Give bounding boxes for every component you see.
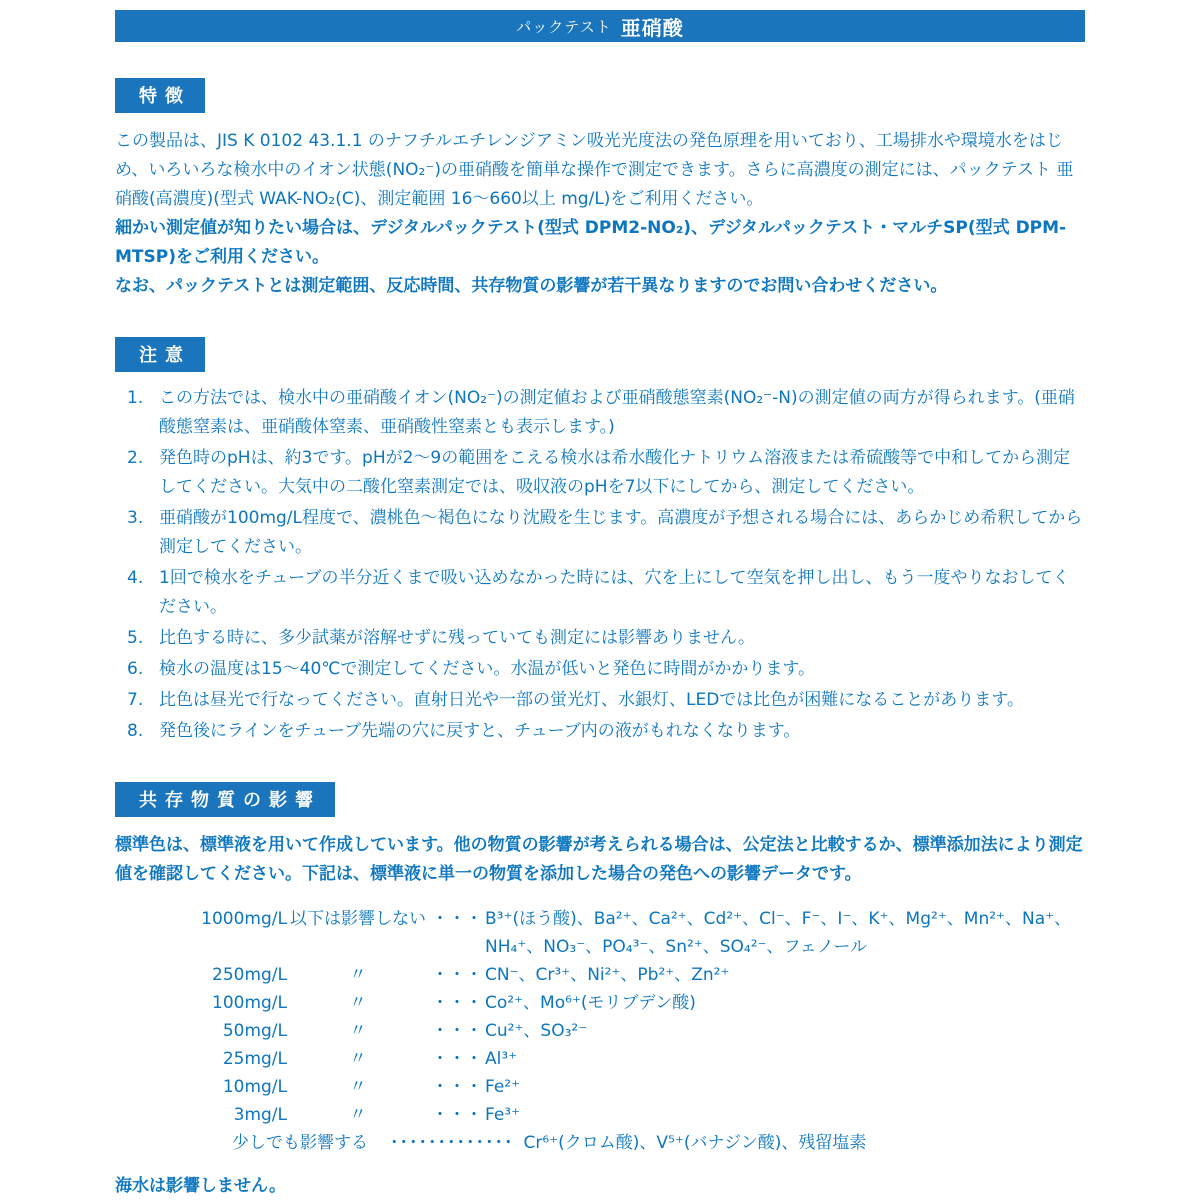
substances-cell: Cu²⁺、SO₃²⁻ (485, 1021, 588, 1041)
caution-item (115, 564, 1085, 622)
section-heading-coexisting: 共存物質の影響 (115, 782, 335, 817)
coexist-intro: 標準色は、標準液を用いて作成しています。他の物質の影響が考えられる場合は、公定法と比較するか、標準添加法により測定値を確認してください。下記は、標準液に単一の物質を添加した場合の発色への影響データです。 (115, 835, 1083, 884)
substances-cell: Fe²⁺ (485, 1077, 521, 1097)
page-title-prefix: パックテスト (516, 17, 612, 36)
caution-text: 亜硝酸が100mg/L程度で、濃桃色〜褐色になり沈殿を生じます。高濃度が予想される場合には、あらかじめ希釈してから測定してください。 (159, 508, 1083, 557)
level-cell: 少しでも影響する (232, 1133, 368, 1153)
ditto-mark: 〃 (349, 1021, 367, 1041)
section-coexisting-substances (115, 746, 1085, 1196)
substances-cell: Cr⁶⁺(クロム酸)、V⁵⁺(バナジン酸)、残留塩素 (523, 1133, 867, 1153)
table-row (115, 1045, 1085, 1073)
substances-cell: B³⁺(ほう酸)、Ba²⁺、Ca²⁺、Cd²⁺、Cl⁻、F⁻、I⁻、K⁺、Mg²⁺、Mn²⁺、Na⁺、NH₄⁺、NO₃⁻、PO₄³⁻、Sn²⁺、SO₄²⁻、フェノール (485, 909, 1072, 957)
dots-leader: ・・・ (431, 909, 483, 929)
dots-leader: ・・・ (431, 1049, 483, 1069)
caution-number: 1. (127, 388, 144, 408)
caution-text: 比色は昼光で行なってください。直射日光や一部の蛍光灯、水銀灯、LEDでは比色が困難になることがあります。 (159, 690, 1024, 710)
features-paragraph-3: なお、パックテストとは測定範囲、反応時間、共存物質の影響が若干異なりますのでお問い合わせください。 (115, 276, 948, 296)
section-cautions (115, 301, 1085, 746)
features-paragraph-2: 細かい測定値が知りたい場合は、デジタルパックテスト(型式 DPM2-NO₂)、デジタルパックテスト・マルチSP(型式 DPM-MTSP)をご利用ください。 (115, 218, 1067, 267)
caution-number: 2. (127, 448, 144, 468)
qualifier-cell: 以下は影響しない (290, 909, 426, 929)
table-row (115, 1073, 1085, 1101)
substances-cell: Fe³⁺ (485, 1105, 521, 1125)
caution-item (115, 444, 1085, 502)
caution-number: 4. (127, 568, 144, 588)
caution-number: 6. (127, 659, 144, 679)
ditto-mark: 〃 (349, 965, 367, 985)
caution-number: 8. (127, 721, 144, 741)
section-features (115, 42, 1085, 301)
substances-cell: Al³⁺ (485, 1049, 518, 1069)
caution-number: 7. (127, 690, 144, 710)
level-cell: 10mg/L (222, 1077, 287, 1097)
dots-leader: ・・・ (431, 1021, 483, 1041)
ditto-mark: 〃 (349, 993, 367, 1013)
caution-number: 3. (127, 508, 144, 528)
caution-text: 比色する時に、多少試薬が溶解せずに残っていても測定には影響ありません。 (159, 628, 756, 648)
caution-text: 発色後にラインをチューブ先端の穴に戻すと、チューブ内の液がもれなくなります。 (159, 721, 801, 741)
caution-text: 1回で検水をチューブの半分近くまで吸い込めなかった時には、穴を上にして空気を押し出し、もう一度やりなおしてください。 (159, 568, 1070, 617)
caution-text: この方法では、検水中の亜硝酸イオン(NO₂⁻)の測定値および亜硝酸態窒素(NO₂⁻-N)の測定値の両方が得られます。(亜硝酸態窒素は、亜硝酸体窒素、亜硝酸性窒素とも表示します。) (159, 388, 1075, 437)
dots-leader: ・・・ (431, 1105, 483, 1125)
caution-number: 5. (127, 628, 144, 648)
level-cell: 1000mg/L (201, 909, 287, 929)
features-text-block (115, 127, 1085, 301)
dots-leader: ･････････････ (390, 1133, 514, 1153)
dots-leader: ・・・ (431, 993, 483, 1013)
caution-item (115, 504, 1085, 562)
features-paragraph-1: この製品は、JIS K 0102 43.1.1 のナフチルエチレンジアミン吸光光度法の発色原理を用いており、工場排水や環境水をはじめ、いろいろな検水中のイオン状態(NO₂⁻)の亜硝酸を簡単な操作で測定できます。さらに高濃度の測定には、パックテスト 亜硝酸(高濃度)(型式 WAK-NO₂(C)、測定範囲 16〜660以上 mg/L)をご利用ください。 (115, 131, 1074, 209)
level-cell: 250mg/L (212, 965, 287, 985)
table-row (115, 1101, 1085, 1129)
coexist-table (115, 905, 1085, 1157)
level-cell: 100mg/L (212, 993, 287, 1013)
level-cell: 50mg/L (222, 1021, 287, 1041)
section-heading-features: 特徴 (115, 78, 205, 113)
level-cell: 25mg/L (222, 1049, 287, 1069)
dots-leader: ・・・ (431, 965, 483, 985)
cautions-list (115, 384, 1085, 746)
ditto-mark: 〃 (349, 1049, 367, 1069)
ditto-mark: 〃 (349, 1105, 367, 1125)
caution-item (115, 686, 1085, 715)
seawater-note: 海水は影響しません。 (115, 1176, 287, 1196)
table-row-always-affects (115, 1129, 1085, 1157)
caution-item (115, 624, 1085, 653)
caution-text: 検水の温度は15〜40℃で測定してください。水温が低いと発色に時間がかかります。 (159, 659, 815, 679)
caution-text: 発色時のpHは、約3です。pHが2〜9の範囲をこえる検水は希水酸化ナトリウム溶液または希硫酸等で中和してから測定してください。大気中の二酸化窒素測定では、吸収液のpHを7以下にしてから、測定してください。 (159, 448, 1071, 497)
caution-item (115, 655, 1085, 684)
page-title: 亜硝酸 (620, 15, 684, 40)
section-heading-cautions: 注意 (115, 337, 205, 372)
table-row (115, 961, 1085, 989)
ditto-mark: 〃 (349, 1077, 367, 1097)
table-row (115, 1017, 1085, 1045)
caution-item (115, 384, 1085, 442)
level-cell: 3mg/L (233, 1105, 287, 1125)
substances-cell: CN⁻、Cr³⁺、Ni²⁺、Pb²⁺、Zn²⁺ (485, 965, 730, 985)
table-row (115, 905, 1085, 961)
page-header-bar (115, 10, 1085, 42)
table-row (115, 989, 1085, 1017)
caution-item (115, 717, 1085, 746)
substances-cell: Co²⁺、Mo⁶⁺(モリブデン酸) (485, 993, 696, 1013)
dots-leader: ・・・ (431, 1077, 483, 1097)
